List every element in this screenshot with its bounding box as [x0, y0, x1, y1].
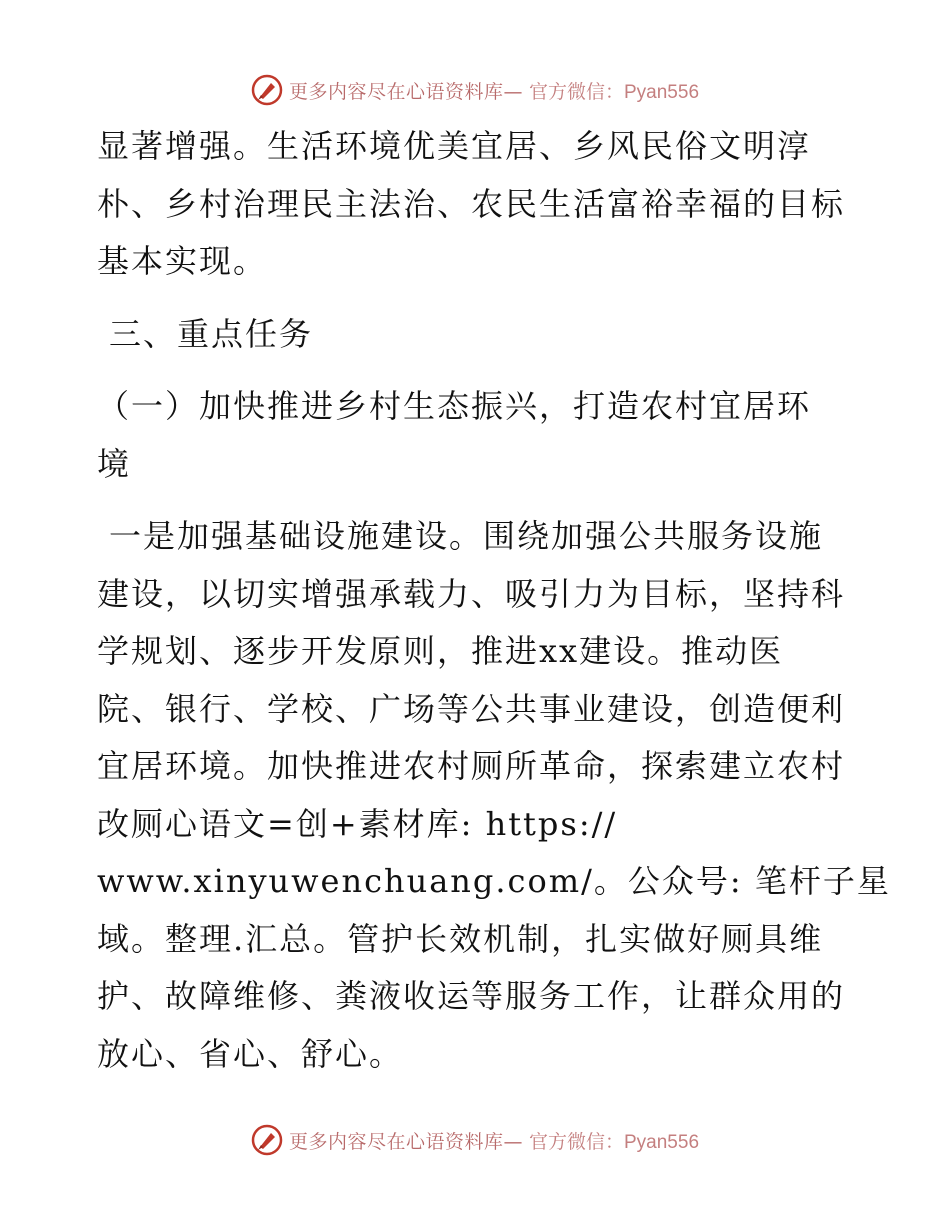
body-line: 护、故障维修、粪液收运等服务工作，让群众用的	[97, 977, 846, 1015]
body-line: 显著增强。生活环境优美宜居、乡风民俗文明淳	[97, 127, 812, 165]
pen-nib-logo-icon	[251, 74, 283, 106]
footer-banner	[0, 1120, 950, 1160]
body-line: 改厕心语文=创+素材库: https://	[97, 804, 618, 843]
body-line: 域。整理.汇总。管护长效机制，扎实做好厕具维	[97, 919, 824, 958]
header-banner	[0, 70, 950, 110]
body-line: 学规划、逐步开发原则，推进xx建设。推动医	[97, 632, 784, 670]
body-line: 建设，以切实增强承载力、吸引力为目标，坚持科	[97, 574, 846, 613]
body-line: 一是加强基础设施建设。围绕加强公共服务设施	[109, 517, 824, 555]
body-line: 放心、省心、舒心。	[97, 1034, 404, 1073]
section-heading: 三、重点任务	[109, 314, 314, 353]
body-line: 基本实现。	[97, 242, 268, 280]
body-line: 宜居环境。加快推进农村厕所革命，探索建立农村	[97, 747, 846, 785]
header-wechat-text: 官方微信：Pyan556	[529, 81, 700, 103]
subsection-heading-line: 境	[97, 444, 132, 483]
subsection-heading-line: （一）加快推进乡村生态振兴，打造农村宜居环	[97, 387, 812, 425]
footer-site-text: 更多内容尽在心语资料库—	[288, 1130, 523, 1153]
document-body	[97, 118, 891, 1083]
footer-wechat-text: 官方微信：Pyan556	[529, 1131, 700, 1153]
body-line: 朴、乡村治理民主法治、农民生活富裕幸福的目标	[97, 184, 846, 223]
body-line: 院、银行、学校、广场等公共事业建设，创造便利	[97, 689, 846, 728]
pen-nib-logo-icon	[251, 1124, 283, 1156]
header-site-text: 更多内容尽在心语资料库—	[288, 80, 523, 103]
body-line: www.xinyuwenchuang.com/。公众号: 笔杆子星	[97, 862, 891, 900]
